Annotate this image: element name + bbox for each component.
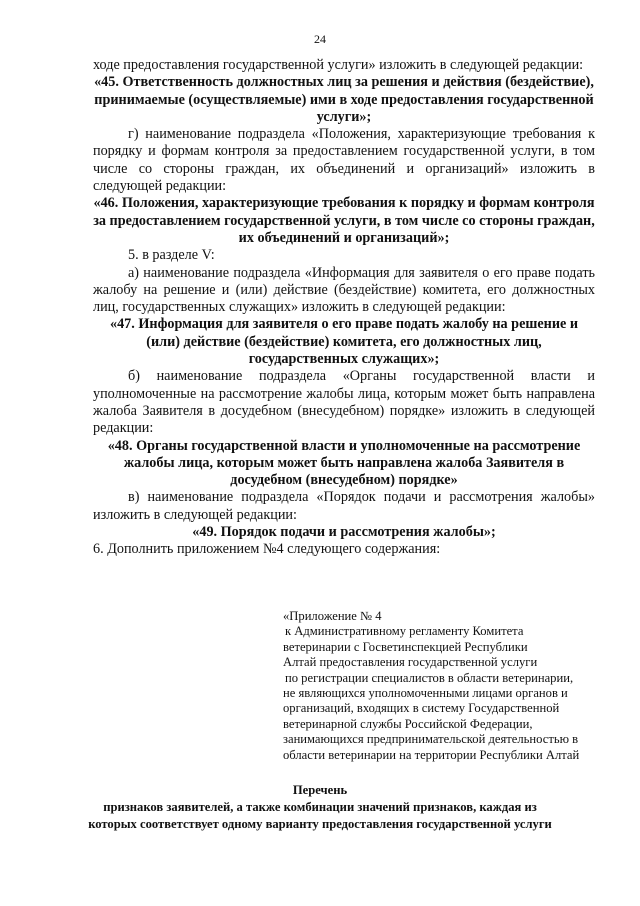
appendix-line: организаций, входящих в систему Государственной xyxy=(283,701,560,716)
appendix-title: «Приложение № 4 xyxy=(283,609,382,623)
appendix-line: по регистрации специалистов в области ветеринарии, xyxy=(285,670,574,685)
paragraph-continuation: ходе предоставления государственной услуги» изложить в следующей редакции: xyxy=(93,57,584,73)
paragraph-item-g: г) наименование подраздела «Положения, характеризующие требования к порядку и формам контроля за предоставлением государственной услуги, в том числе со стороны граждан, их объединений и организаций» изложить в следующей редакции: xyxy=(93,126,595,195)
list-heading xyxy=(80,782,560,833)
appendix-header xyxy=(283,609,603,763)
heading-section-48: «48. Органы государственной власти и уполномоченные на рассмотрение жалобы лица, которым может быть направлена жалоба Заявителя в досудебном (внесудебном) порядке» xyxy=(107,437,581,489)
heading-section-49: «49. Порядок подачи и рассмотрения жалобы»; xyxy=(192,524,496,541)
list-heading-title: Перечень xyxy=(292,783,348,797)
document-body xyxy=(93,57,595,559)
page-number: 24 xyxy=(314,32,326,46)
heading-section-45: «45. Ответственность должностных лиц за решения и действия (бездействие), принимаемые (осуществляемые) ими в ходе предоставления государственной услуги»; xyxy=(94,74,594,125)
appendix-line: области ветеринарии на территории Республики Алтай xyxy=(283,747,580,762)
appendix-line: ветеринарной службы Российской Федерации, xyxy=(283,716,533,731)
paragraph-item-a: а) наименование подраздела «Информация для заявителя о его праве подать жалобу на решение и (или) действие (бездействие) комитета, его должностных лиц, государственных служащих» изложить в следующей редакции: xyxy=(93,264,595,316)
heading-section-46: «46. Положения, характеризующие требования к порядку и формам контроля за предоставлением государственной услуги, в том числе со стороны граждан, их объединений и организаций»; xyxy=(93,195,595,246)
appendix-line: к Административному регламенту Комитета xyxy=(285,624,524,639)
appendix-line: ветеринарии с Госветинспекцией Республики xyxy=(283,639,528,654)
heading-section-47: «47. Информация для заявителя о его праве подать жалобу на решение и (или) действие (бездействие) комитета, его должностных лиц, государственных служащих»; xyxy=(109,316,579,368)
paragraph-item-6: 6. Дополнить приложением №4 следующего содержания: xyxy=(93,541,441,558)
appendix-line: занимающихся предпринимательской деятельностью в xyxy=(283,732,579,747)
appendix-line: не являющихся уполномоченными лицами органов и xyxy=(283,686,568,701)
list-heading-subtitle: признаков заявителей, а также комбинации значений признаков, каждая из которых соответствует одному варианту предоставления государственной услуги xyxy=(88,800,552,831)
paragraph-item-v: в) наименование подраздела «Порядок подачи и рассмотрения жалобы» изложить в следующей редакции: xyxy=(93,489,595,523)
paragraph-item-b: б) наименование подраздела «Органы государственной власти и уполномоченные на рассмотрение жалобы лица, которым может быть направлена жалоба Заявителя в досудебном (внесудебном) порядке» изложить в следующей редакции: xyxy=(93,368,595,437)
paragraph-item-5: 5. в разделе V: xyxy=(128,247,215,264)
appendix-line: Алтай предоставления государственной услуги xyxy=(283,655,538,670)
